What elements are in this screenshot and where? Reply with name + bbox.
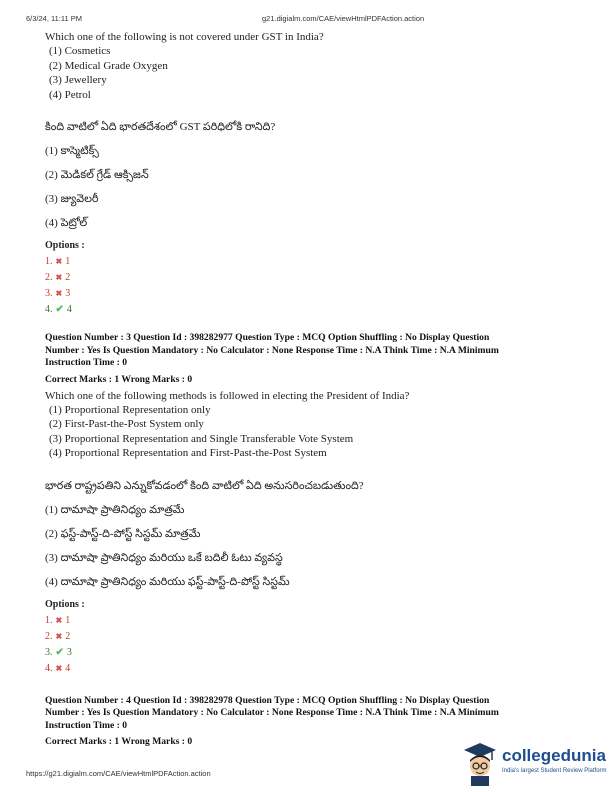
answer-number: 3. <box>45 288 53 299</box>
answer-value: 3 <box>66 646 72 658</box>
wrong-mark-icon: ✖ <box>55 663 63 673</box>
q2-telugu-option-2: (2) మెడికల్ గ్రేడ్ ఆక్సిజన్ <box>45 169 149 181</box>
q3-telugu-question: భారత రాష్ట్రపతిని ఎన్నుకోవడంలో కింది వాటిలో ఏది అనుసరించబడుతుంది? <box>45 479 364 492</box>
q3-meta-line: Number : Yes Is Question Mandatory : No Calculator : None Response Time : N.A Think Time : N.A Minimum <box>45 344 499 356</box>
answer-number: 2. <box>45 272 53 283</box>
q4-meta-line: Question Number : 4 Question Id : 398282978 Question Type : MCQ Option Shuffling : No Display Question <box>45 694 490 706</box>
q3-meta-line: Question Number : 3 Question Id : 398282977 Question Type : MCQ Option Shuffling : No Display Question <box>45 332 490 343</box>
check-mark-icon: ✔ <box>55 646 64 658</box>
footer-url: https://g21.digialm.com/CAE/viewHtmlPDFAction.action <box>26 769 211 778</box>
answer-number: 4. <box>45 304 53 315</box>
q2-options-heading: Options : <box>45 240 85 251</box>
print-url: g21.digialm.com/CAE/viewHtmlPDFAction.action <box>262 14 425 23</box>
answer-number: 1. <box>45 256 53 267</box>
document-body <box>45 30 585 747</box>
q3-answer-row <box>45 613 585 629</box>
q2-option-2: (2) Medical Grade Oxygen <box>49 59 168 72</box>
answer-value: 1 <box>65 256 71 267</box>
answer-number: 1. <box>45 614 53 626</box>
logo-tagline: India's largest Student Review Platform <box>502 768 607 774</box>
answer-value: 4 <box>66 304 72 315</box>
q3-option-2: (2) First-Past-the-Post System only <box>49 418 204 430</box>
q2-option-3: (3) Jewellery <box>49 74 107 86</box>
q3-meta <box>45 332 585 370</box>
wrong-mark-icon: ✖ <box>55 289 63 298</box>
wrong-mark-icon: ✖ <box>55 273 63 282</box>
answer-number: 2. <box>45 630 53 642</box>
q4-marks: Correct Marks : 1 Wrong Marks : 0 <box>45 736 193 747</box>
answer-value: 2 <box>65 630 71 642</box>
collegedunia-logo <box>460 742 610 792</box>
q2-answer-row <box>45 254 585 270</box>
q3-telugu-option-3: (3) దామాషా ప్రాతినిధ్యం మరియు ఒకే బదిలీ ఓటు వ్యవస్థ <box>45 551 283 564</box>
q3-meta-line: Instruction Time : 0 <box>45 357 127 368</box>
q2-option-list <box>49 44 585 102</box>
answer-value: 3 <box>65 288 71 299</box>
q3-answer-row <box>45 661 585 677</box>
q3-telugu-option-4: (4) దామాషా ప్రాతినిధ్యం మరియు ఫస్ట్-పాస్ట్-ది-పోస్ట్ సిస్టమ్ <box>45 575 290 588</box>
wrong-mark-icon: ✖ <box>55 631 63 641</box>
wrong-mark-icon: ✖ <box>55 615 63 625</box>
q2-question-text: Which one of the following is not covered under GST in India? <box>45 31 324 43</box>
q2-option-1: (1) Cosmetics <box>49 45 111 57</box>
answer-value: 4 <box>65 662 71 674</box>
q2-telugu-option-1: (1) కాస్మెటిక్స్ <box>45 145 99 157</box>
q3-question-text: Which one of the following methods is followed in electing the President of India? <box>45 389 410 402</box>
answer-value: 2 <box>65 272 71 283</box>
q4-meta-line: Instruction Time : 0 <box>45 719 127 731</box>
q3-option-list <box>49 403 585 461</box>
print-datetime: 6/3/24, 11:11 PM <box>26 14 83 23</box>
answer-number: 4. <box>45 662 53 674</box>
q2-telugu-question: కింది వాటిలో ఏది భారతదేశంలో GST పరిధిలోకి రానిది? <box>45 121 276 133</box>
answer-value: 1 <box>65 614 71 626</box>
q2-telugu-option-3: (3) జ్యువెలరీ <box>45 193 99 205</box>
q4-meta-line: Number : Yes Is Question Mandatory : No Calculator : None Response Time : N.A Think Time : N.A Minimum <box>45 707 499 718</box>
q2-answer-row <box>45 270 585 286</box>
graduate-mascot-icon <box>462 742 498 786</box>
q3-telugu-option-2: (2) ఫస్ట్-పాస్ట్-ది-పోస్ట్ సిస్టమ్ మాత్రమే <box>45 527 201 540</box>
q2-telugu-option-4: (4) పెట్రోల్ <box>45 217 88 229</box>
q3-option-4: (4) Proportional Representation and First-Past-the-Post System <box>49 447 327 459</box>
q4-meta <box>45 695 585 733</box>
q3-answer-row <box>45 629 585 645</box>
q3-options-heading: Options : <box>45 598 85 610</box>
q3-marks: Correct Marks : 1 Wrong Marks : 0 <box>45 373 193 385</box>
q2-option-4: (4) Petrol <box>49 88 91 101</box>
q2-answer-row <box>45 286 585 302</box>
answer-number: 3. <box>45 646 53 658</box>
wrong-mark-icon: ✖ <box>55 257 63 266</box>
q3-option-1: (1) Proportional Representation only <box>49 403 211 416</box>
q3-answer-row-correct <box>45 645 585 661</box>
q3-telugu-option-1: (1) దామాషా ప్రాతినిధ్యం మాత్రమే <box>45 503 185 516</box>
q2-answer-row-correct <box>45 302 585 318</box>
check-mark-icon: ✔ <box>55 304 64 315</box>
q3-option-3: (3) Proportional Representation and Single Transferable Vote System <box>49 432 354 445</box>
logo-wordmark: collegedunia <box>502 746 606 765</box>
